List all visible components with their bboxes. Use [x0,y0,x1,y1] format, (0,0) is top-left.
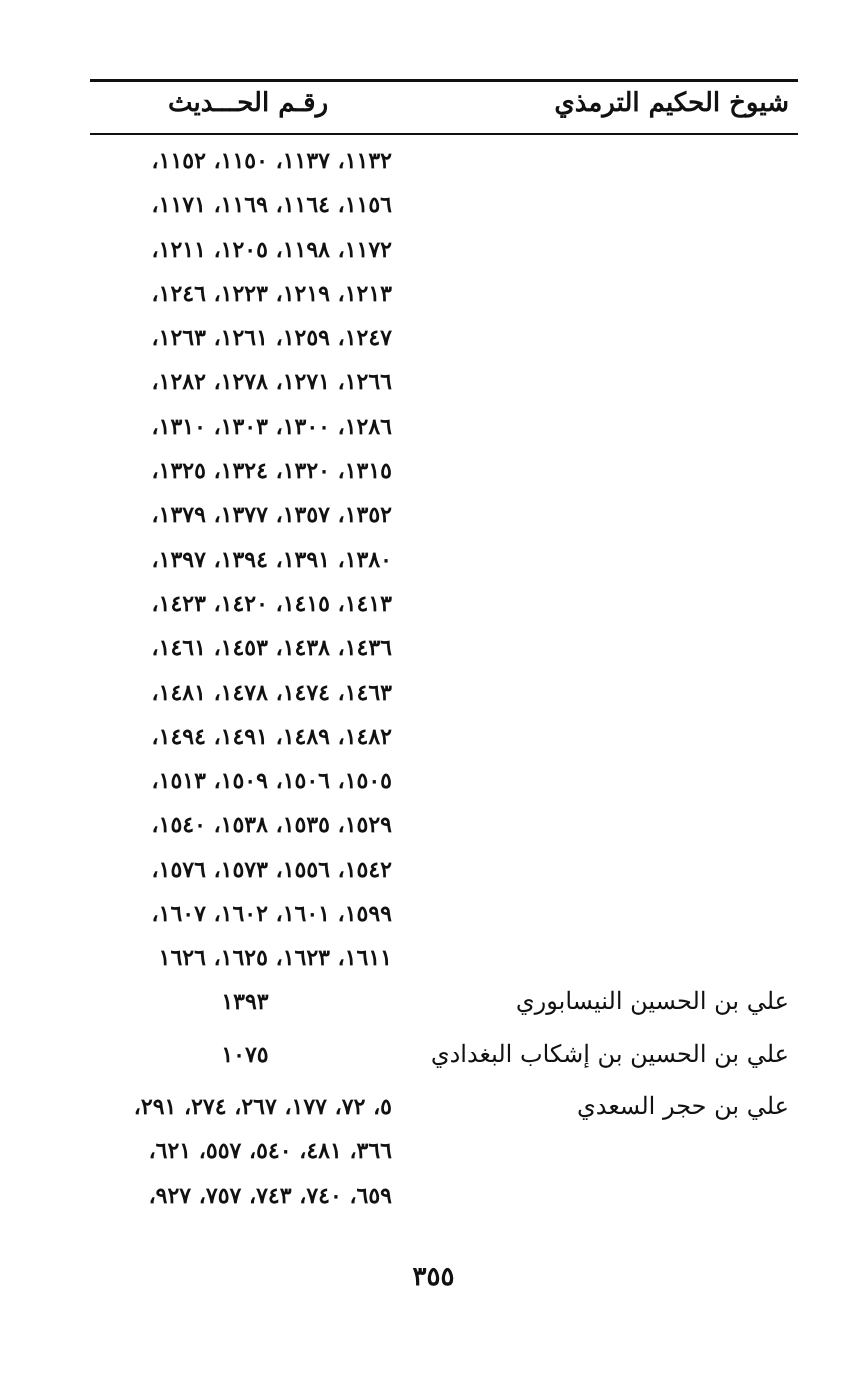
page-number: ٣٥٥ [412,1262,455,1292]
hadith-number-line: ١٥٢٩، ١٥٣٥، ١٥٣٨، ١٥٤٠، [151,812,392,839]
column-header-shuyukh: شيوخ الحكيم الترمذي [554,88,789,118]
header-top-rule [90,79,798,82]
hadith-number-list [152,146,392,988]
hadith-number-line: ١٢١٣، ١٢١٩، ١٢٢٣، ١٢٤٦، [151,280,392,307]
hadith-number-line: ١٤١٣، ١٤١٥، ١٤٢٠، ١٤٢٣، [151,590,392,617]
hadith-number: ١٠٧٥ [221,1042,269,1068]
hadith-number-line: ١٣٥٢، ١٣٥٧، ١٣٧٧، ١٣٧٩، [151,502,392,529]
hadith-number-line: ٣٦٦، ٤٨١، ٥٤٠، ٥٥٧، ٦٢١، [148,1138,392,1165]
hadith-number-line: ١١٧٢، ١١٩٨، ١٢٠٥، ١٢١١، [151,236,392,263]
hadith-number-line: ١١٥٦، ١١٦٤، ١١٦٩، ١١٧١، [151,192,392,219]
hadith-number-line: ١١٣٢، ١١٣٧، ١١٥٠، ١١٥٢، [151,148,392,174]
hadith-number-line: ١٥٩٩، ١٦٠١، ١٦٠٢، ١٦٠٧، [151,901,392,928]
hadith-number-line: ١٣٨٠، ١٣٩١، ١٣٩٤، ١٣٩٧، [151,546,392,573]
hadith-number-line: ١٤٣٦، ١٤٣٨، ١٤٥٣، ١٤٦١، [151,635,392,662]
hadith-number-line: ١٤٨٢، ١٤٨٩، ١٤٩١، ١٤٩٤، [151,723,392,750]
column-header-hadith-number: رقـم الحـــديث [168,88,329,118]
header-bottom-rule [90,133,798,135]
hadith-number-line: ١٢٤٧، ١٢٥٩، ١٢٦١، ١٢٦٣، [151,325,392,352]
shaykh-name: علي بن حجر السعدي [576,1092,789,1120]
hadith-number-line: ٦٥٩، ٧٤٠، ٧٤٣، ٧٥٧، ٩٢٧، [148,1182,392,1209]
hadith-number-line: ١٦١١، ١٦٢٣، ١٦٢٥، ١٦٢٦ [158,945,392,972]
shaykh-name: علي بن الحسين النيسابوري [515,987,789,1015]
hadith-number-line: ١٥٠٥، ١٥٠٦، ١٥٠٩، ١٥١٣، [151,768,392,795]
hadith-number-line: ١٣١٥، ١٣٢٠، ١٣٢٤، ١٣٢٥، [151,458,392,485]
hadith-number-line: ١٢٨٦، ١٣٠٠، ١٣٠٣، ١٣١٠، [151,413,392,440]
hadith-number-line: ١٢٦٦، ١٢٧١، ١٢٧٨، ١٢٨٢، [151,369,392,396]
hadith-number: ١٣٩٣ [221,989,269,1015]
shaykh-name: علي بن الحسين بن إشكاب البغدادي [430,1040,789,1068]
hadith-number-line: ١٥٤٢، ١٥٥٦، ١٥٧٣، ١٥٧٦، [151,856,392,883]
hadith-number-list [134,1092,392,1225]
hadith-number-line: ٥، ٧٢، ١٧٧، ٢٦٧، ٢٧٤، ٢٩١، [133,1094,392,1120]
hadith-number-line: ١٤٦٣، ١٤٧٤، ١٤٧٨، ١٤٨١، [151,679,392,706]
